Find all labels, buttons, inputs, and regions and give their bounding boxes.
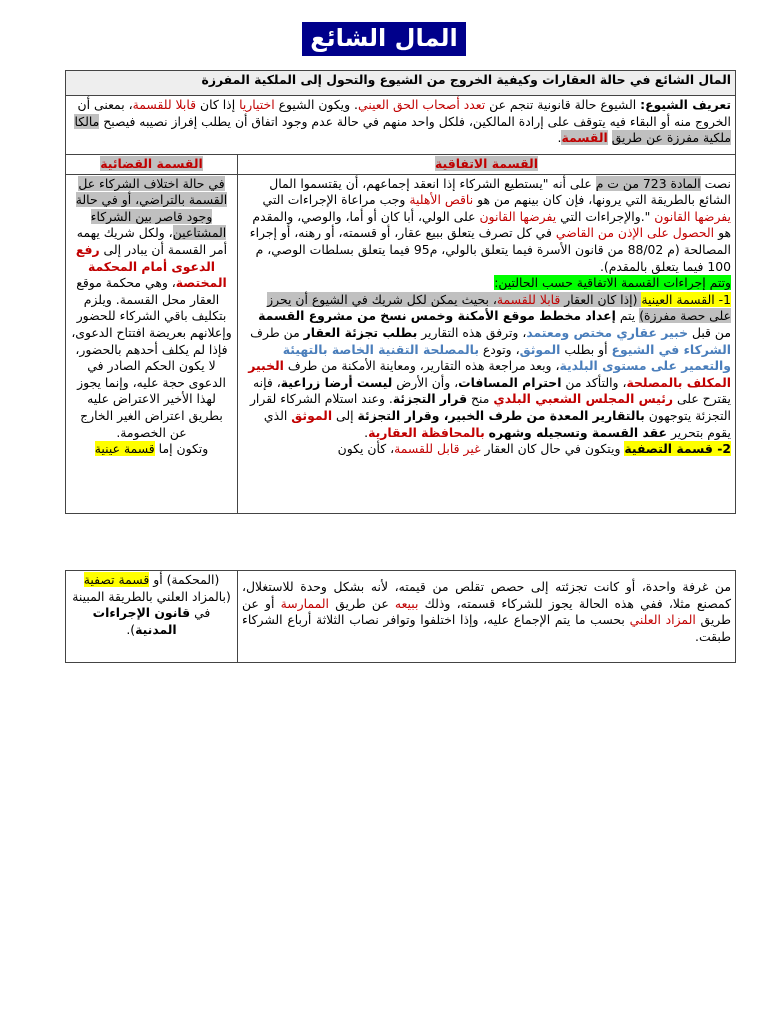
agreed-paragraph-2 [242, 275, 731, 292]
text: نصت [700, 175, 731, 191]
definition-text-6: . [557, 130, 562, 146]
highlight: قرار التجزئة [392, 391, 468, 407]
highlight: عقد القسمة وتسجيله وشهره [488, 424, 668, 440]
highlight: رفع الدعوى أمام المحكمة المختصة [75, 241, 227, 291]
highlight: الموثق [519, 341, 561, 357]
text: . [364, 424, 369, 440]
text: أو عن طريق [242, 595, 731, 628]
highlight: يفرضها القانون [479, 208, 557, 224]
highlight: الخبير المكلف بالمصلحة [248, 358, 731, 390]
definition-text-2: . ويكون الشيوع [274, 97, 358, 112]
procedures-heading: وتتم إجراءات القسمة الاتفاقية حسب الحالتين: [494, 275, 731, 291]
text: ويتكون في حال كان العقار [480, 441, 625, 457]
text: ، بحيث يمكن لكل شريك في الشيوع أن يحرز على حصة مفرزة) [267, 291, 731, 324]
highlight: الحصول على الإذن من القاضي [555, 225, 715, 241]
definition-hl-2: اختياريا [239, 97, 275, 112]
highlight: ناقص الأهلية [409, 192, 474, 208]
highlight: رئيس المجلس الشعبي البلدي [493, 391, 673, 407]
header-judicial: القسمة القضائية [100, 156, 203, 171]
highlight: قابلا للقسمة [496, 291, 561, 307]
highlight: بالمصلحة التقنية الخاصة بالتهيئة والتعمير على مستوى البلدية [282, 341, 731, 374]
highlight: الممارسة [280, 595, 329, 611]
text: ، وهي محكمة موقع العقار محل القسمة. ويلزم بتكليف باقي الشركاء للحضور وإعلانهم بعريضة افتتاح الدعوى، فإذا لم يكلف أحدهم بالحضور، لا يكون الحكم الصادر في الدعوى حجة عليه، وإنما يجوز لهذا الأخير الاعتراض عليه بطريق اعتراض الغير الخارج عن الخصومة. [71, 275, 232, 440]
continuation-table [65, 570, 736, 663]
text: من طرف [250, 324, 304, 340]
definition-hl-1: تعدد أصحاب الحق العيني [358, 97, 486, 112]
title-wrap [0, 22, 768, 56]
text: ، كأن يكون [337, 441, 395, 457]
definition-hl-5: القسمة [561, 130, 608, 146]
text: ، وبعد مراجعة هذه التقارير، ومعاينة الأمكنة من طرف [283, 358, 560, 374]
definition-text-3: إذا كان [196, 97, 240, 112]
text: ، ولكل شريك يهمه أمر القسمة أن يبادر إلى [76, 225, 228, 257]
agreed-paragraph-4 [242, 441, 731, 458]
highlight: إعداد مخطط موقع الأمكنة وخمس نسخ من مشروع القسمة [258, 308, 616, 324]
table-main-title: المال الشائع في حالة العقارات وكيفية الخروج من الشيوع والتحول إلى الملكية المفرزة [66, 71, 736, 96]
text: على أنه "يستطيع الشركاء إذا انعقد إجماعهم، أن يقتسموا المال الشائع بالطريقة التي يرونها، فإن كان بينهم من هو [269, 175, 731, 208]
main-table [65, 70, 736, 514]
judicial-division-cell [66, 174, 238, 513]
definition-hl-4: مالكا ملكية مفرزة عن طريق [74, 113, 731, 146]
text: وجب مراعاة الإجراءات التي [262, 192, 410, 208]
text: إلى [332, 407, 358, 423]
header-judicial-cell [66, 155, 238, 175]
definition-text-1: الشيوع حالة قانونية تنجم عن [485, 97, 641, 112]
text: ، وأن الأرض [392, 374, 459, 390]
agreed-paragraph-3 [242, 292, 731, 441]
highlight: بالمحافظة العقارية [368, 424, 485, 440]
highlight: احترام المسافات [458, 374, 562, 390]
highlight: قسمة تصفية [83, 572, 150, 587]
article-ref: المادة 723 من ت م [595, 175, 701, 191]
judicial-continuation-cell [66, 571, 238, 663]
text: (إذا كان العقار [560, 291, 642, 307]
header-agreed: القسمة الاتفاقية [435, 156, 538, 171]
text: ، والتأكد من [561, 374, 627, 390]
text: منح [467, 391, 494, 407]
text: من غرفة واحدة، أو كانت تجزئته إلى حصص تقلص من قيمته، لأنه بشكل وحدة للاستغلال، كمصنع مثلا، ففي هذه الحالة يجوز للشركاء قسمته، وذلك [242, 579, 731, 611]
highlight: ليست أرضا زراعية [280, 374, 393, 390]
document-title: المال الشائع [302, 22, 466, 56]
highlight: قانون الإجراءات المدنية [92, 605, 191, 637]
text: عن طريق [329, 595, 395, 611]
text: على الولي، أبا كان أو أما، والوصي، والمقدم هو [252, 208, 731, 241]
liquidation-continuation-cell [238, 571, 736, 663]
agreed-division-cell [238, 174, 736, 513]
highlight: قسمة عينية [94, 441, 155, 457]
text: ".والإجراءات التي [556, 208, 655, 224]
definition-text-4: ، بمعنى أن الخروج منه أو البقاء فيه يتوقف على إرادة المالكين، فلكل واحد منهم في حالة عدم وجود اتفاق أن يطلب إفراز نصيبه فيصبح [77, 97, 731, 129]
highlight: الشركاء في الشيوع [611, 341, 731, 357]
highlight: غير قابل للقسمة [394, 441, 481, 457]
text: ، وترفق هذه التقارير [417, 324, 527, 340]
text: (المحكمة) أو [149, 572, 220, 587]
header-agreed-cell [238, 155, 736, 175]
text: من قبل [688, 324, 731, 340]
text: ، فإنه يقترح على [252, 374, 731, 407]
definition-cell [66, 96, 736, 155]
text: (بالمزاد العلني بالطريقة المبينة في [72, 588, 231, 621]
text: ، وتودع [478, 341, 520, 357]
highlight: يفرضها القانون [654, 208, 731, 224]
definition-hl-3: قابلا للقسمة [132, 97, 197, 112]
text: وتكون إما [154, 441, 209, 457]
definition-label: تعريف الشيوع: [640, 97, 731, 112]
highlight: المزاد العلني [629, 612, 696, 628]
highlight: ببيعه [394, 595, 419, 611]
agreed-paragraph-1 [242, 176, 731, 276]
text: الذي يقوم بتحرير [263, 407, 731, 440]
text: ). [126, 621, 136, 637]
highlight: الموثق [291, 407, 333, 423]
highlight: بطلب تجزئة العقار [303, 324, 418, 340]
highlight: بالتقارير المعدة من طرف الخبير، وقرار التجزئة [357, 407, 645, 423]
text: في كل تصرف يتعلق ببيع عقار، أو قسمته، أو رهنه، أو إجراء المصالحة (م 88/02 من قانون الأسرة فيما يتعلق بالولي، م95 فيما يتعلق بسلطات الوصي، م 100 فيما يتعلق بالمقدم). [249, 225, 731, 274]
highlight: خبير عقاري مختص ومعتمد [526, 324, 688, 340]
text: بحسب ما يتم الإجماع عليه، وإذا اختلفوا وتوافر نصاب الثلاثة أرباع الشركاء طبقت. [242, 612, 731, 644]
text: في حالة اختلاف الشركاء عل القسمة بالتراضي، أو في حالة وجود قاصر بين الشركاء المشتاعين [75, 175, 228, 241]
text: أو بطلب [560, 341, 612, 357]
text: . وعند استلام الشركاء لقرار التجزئة يتوجهون [249, 391, 731, 423]
text: يتم [615, 308, 640, 324]
in-kind-division-label: 1- القسمة العينية [641, 291, 731, 307]
liquidation-division-label: 2- قسمة التصفية [624, 441, 731, 457]
